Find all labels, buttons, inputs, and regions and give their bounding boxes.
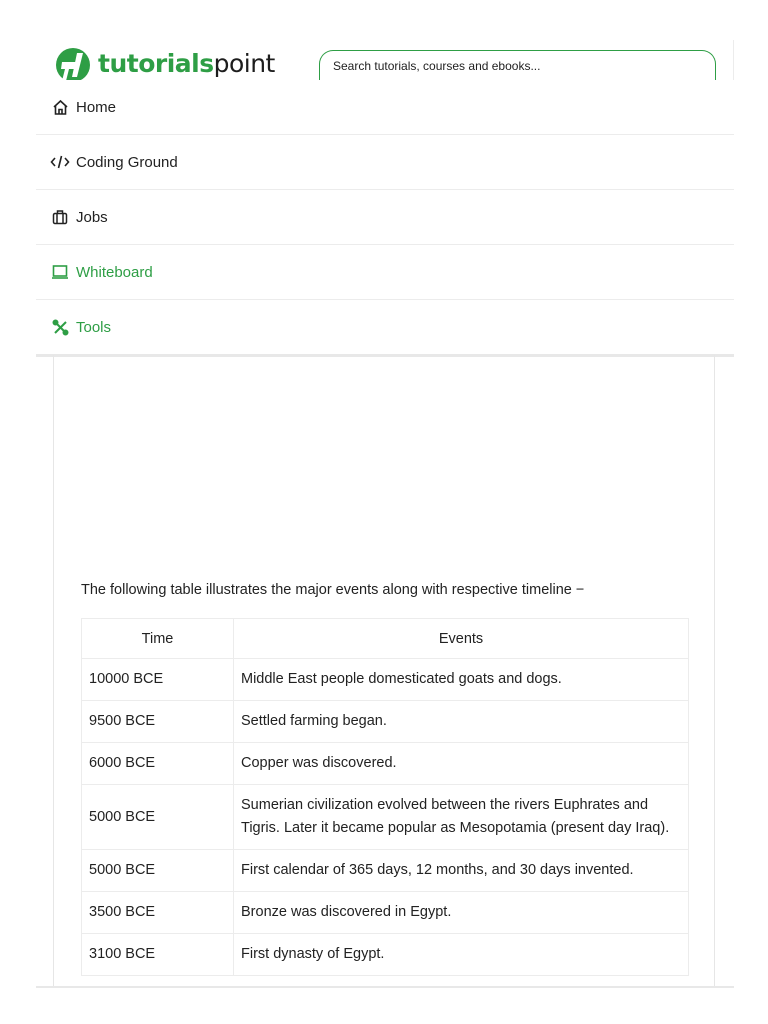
table-row xyxy=(82,850,689,892)
menu-item-home[interactable] xyxy=(36,80,734,134)
header-time: Time xyxy=(82,619,234,659)
cell-event: First dynasty of Egypt. xyxy=(234,934,689,976)
cell-time: 5000 BCE xyxy=(82,850,234,892)
cell-event: Copper was discovered. xyxy=(234,743,689,785)
whiteboard-icon xyxy=(50,262,70,282)
cell-time: 3500 BCE xyxy=(82,892,234,934)
table-row xyxy=(82,659,689,701)
menu-item-coding-ground[interactable] xyxy=(36,134,734,189)
menu-item-tools[interactable] xyxy=(36,299,734,354)
nav-menu xyxy=(36,80,734,357)
header-events: Events xyxy=(234,619,689,659)
menu-item-label: Whiteboard xyxy=(76,263,153,281)
bottom-divider xyxy=(36,986,734,988)
table-row xyxy=(82,701,689,743)
logo-text xyxy=(98,46,275,82)
menu-item-label: Home xyxy=(76,98,117,116)
cell-event: First calendar of 365 days, 12 months, and 30 days invented. xyxy=(234,850,689,892)
cell-time: 6000 BCE xyxy=(82,743,234,785)
cell-time: 9500 BCE xyxy=(82,701,234,743)
search-input[interactable]: Search tutorials, courses and ebooks... xyxy=(319,50,716,80)
cell-event: Bronze was discovered in Egypt. xyxy=(234,892,689,934)
cell-time: 10000 BCE xyxy=(82,659,234,701)
menu-item-label: Jobs xyxy=(76,208,108,226)
table-row xyxy=(82,743,689,785)
table-row xyxy=(82,934,689,976)
menu-item-jobs[interactable] xyxy=(36,189,734,244)
tutorialspoint-logo[interactable] xyxy=(52,46,275,82)
cell-time: 5000 BCE xyxy=(82,785,234,850)
tools-icon xyxy=(50,317,70,337)
cell-event: Sumerian civilization evolved between the rivers Euphrates and Tigris. Later it became popular as Mesopotamia (present day Iraq). xyxy=(234,785,689,850)
briefcase-icon xyxy=(50,207,70,227)
code-icon xyxy=(50,152,70,172)
table-row xyxy=(82,785,689,850)
logo-text-bold: tutorials xyxy=(98,49,214,78)
menu-item-label: Coding Ground xyxy=(76,153,178,171)
cell-event: Middle East people domesticated goats and dogs. xyxy=(234,659,689,701)
logo-mark-icon xyxy=(52,47,94,81)
cell-event: Settled farming began. xyxy=(234,701,689,743)
timeline-table xyxy=(81,618,689,976)
logo-text-light: point xyxy=(213,49,275,78)
table-header-row xyxy=(82,619,689,659)
table-intro-text: The following table illustrates the major events along with respective timeline − xyxy=(81,582,585,598)
menu-item-label: Tools xyxy=(76,318,112,336)
table-row xyxy=(82,892,689,934)
cell-time: 3100 BCE xyxy=(82,934,234,976)
article-content xyxy=(53,355,715,987)
menu-item-whiteboard[interactable] xyxy=(36,244,734,299)
home-icon xyxy=(50,97,70,117)
